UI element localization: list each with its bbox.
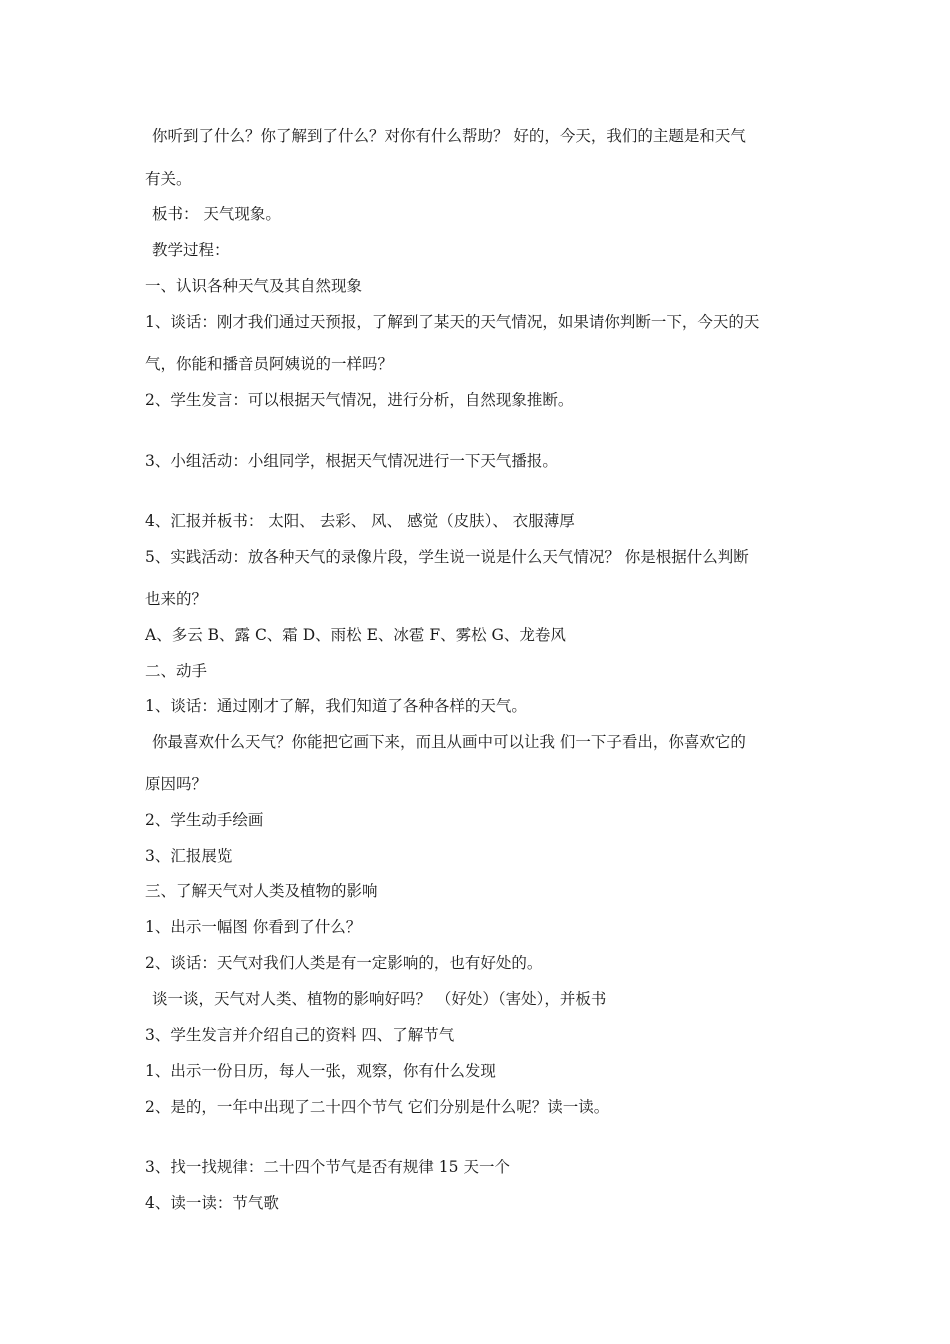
- text-line: A、多云 B、露 C、霜 D、雨松 E、冰雹 F、雾松 G、龙卷风: [145, 626, 566, 644]
- text-line: 1、谈话：刚才我们通过天预报，了解到了某天的天气情况，如果请你判断一下，今天的天: [145, 313, 760, 331]
- text-line: 3、找一找规律：二十四个节气是否有规律 15 天一个: [145, 1158, 510, 1176]
- text-line: 3、汇报展览: [145, 847, 233, 865]
- text-line: 2、谈话：天气对我们人类是有一定影响的，也有好处的。: [145, 954, 543, 972]
- text-line: 1、谈话：通过刚才了解，我们知道了各种各样的天气。: [145, 697, 527, 715]
- text-line: 2、学生动手绘画: [145, 811, 264, 829]
- text-line: 有关。: [145, 170, 192, 188]
- text-line: 你最喜欢什么天气？你能把它画下来，而且从画中可以让我 们一下子看出，你喜欢它的: [152, 733, 746, 751]
- text-line: 4、读一读：节气歌: [145, 1194, 279, 1212]
- text-line: 5、实践活动：放各种天气的录像片段，学生说一说是什么天气情况？ 你是根据什么判断: [145, 548, 749, 566]
- text-line: 原因吗？: [145, 775, 208, 793]
- section-heading: 一、认识各种天气及其自然现象: [145, 277, 363, 295]
- text-line: 1、出示一幅图 你看到了什么？: [145, 918, 362, 936]
- text-line: 3、学生发言并介绍自己的资料 四、了解节气: [145, 1026, 455, 1044]
- text-line: 你听到了什么？你了解到了什么？对你有什么帮助？ 好的，今天，我们的主题是和天气: [152, 127, 746, 145]
- text-line: 气，你能和播音员阿姨说的一样吗？: [145, 355, 394, 373]
- text-line: 也来的？: [145, 590, 208, 608]
- text-line: 2、是的，一年中出现了二十四个节气 它们分别是什么呢？读一读。: [145, 1098, 610, 1116]
- text-line: 3、小组活动：小组同学，根据天气情况进行一下天气播报。: [145, 452, 558, 470]
- text-line: 板书： 天气现象。: [152, 205, 281, 223]
- section-heading: 三、了解天气对人类及植物的影响: [145, 882, 378, 900]
- text-line: 4、汇报并板书： 太阳、 去彩、 风、 感觉（皮肤）、 衣服薄厚: [145, 512, 575, 530]
- section-heading: 二、动手: [145, 662, 208, 680]
- text-line: 2、学生发言：可以根据天气情况，进行分析，自然现象推断。: [145, 391, 574, 409]
- text-line: 谈一谈，天气对人类、植物的影响好吗？ （好处）（害处），并板书: [152, 990, 607, 1008]
- text-line: 1、出示一份日历，每人一张，观察，你有什么发现: [145, 1062, 496, 1080]
- text-line: 教学过程：: [152, 241, 230, 259]
